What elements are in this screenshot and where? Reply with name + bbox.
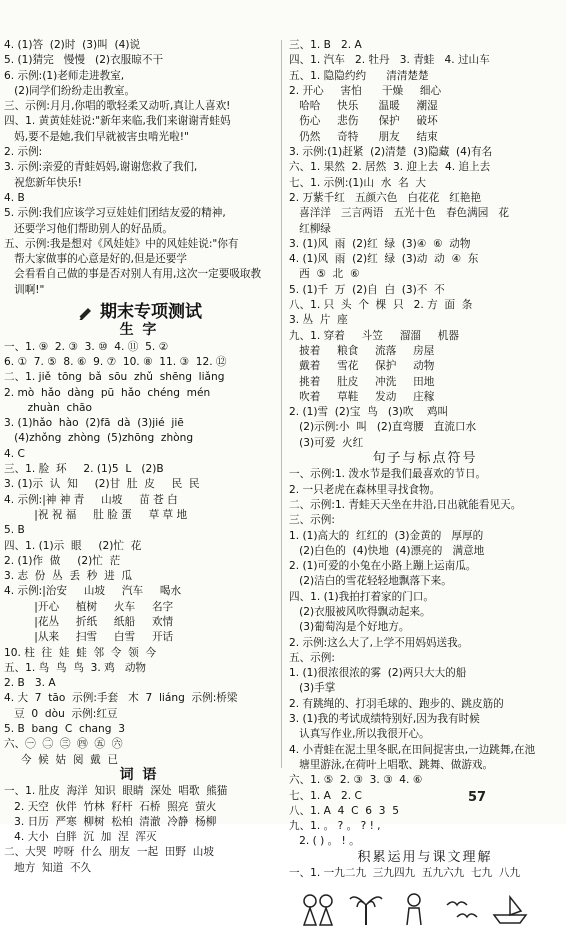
answer-line: 4. (1)答 (2)时 (3)叫 (4)说 [4, 39, 141, 51]
answer-line: 4. B [4, 191, 25, 204]
swallows-icon [443, 891, 481, 927]
answer-line: 六、㊀ ㊁ ㊂ ㊃ ㊄ ㊅ [4, 738, 123, 751]
right-answer-block-2 [289, 467, 561, 849]
tree-icon [347, 891, 385, 927]
answer-line: 2. mò hǎo dàng pū hǎo chéng mén [4, 386, 211, 399]
answer-line: 豆 0 dòu 示例:红豆 [4, 707, 118, 720]
answer-line: 六、1. 果然 2. 居然 3. 迎上去 4. 追上去 [289, 161, 491, 174]
answer-line: 二、1. jiě tōng bǎ sōu zhǔ shēng liǎng [4, 371, 225, 384]
answer-line: 四、1. 汽车 2. 牡丹 3. 青蛙 4. 过山车 [289, 54, 490, 67]
answer-line: 2. B 3. A [4, 677, 56, 690]
answer-line: 西 ⑤ 北 ⑥ [289, 268, 360, 281]
answer-line: 喜洋洋 三言两语 五光十色 春色满园 花 [289, 207, 510, 220]
answer-line: 四、1. (1)我拍打着家的门口。 [289, 590, 435, 603]
answer-line: 2. 示例: [4, 146, 43, 159]
picture-row [289, 887, 561, 927]
answer-line: 2. (1)作 做 (2)忙 茫 [4, 554, 121, 567]
answer-line: (3)葡萄沟是个好地方。 [289, 621, 410, 634]
answer-line: (2)洁白的雪花轻轻地飘落下来。 [289, 575, 452, 588]
left-answer-block-1 [4, 38, 274, 298]
answer-line: 九、1. 。 ? 。 ? ! , [289, 820, 381, 833]
answer-line: |开心 植树 火车 名字 [4, 600, 174, 613]
answer-line: 3. (1)我的考试成绩特别好,因为我有时候 [289, 713, 480, 726]
answer-line: 6. 示例:(1)老师走进教室, [4, 69, 125, 82]
banner-title: 期末专项测试 [100, 302, 202, 323]
answer-line: 八、1. 只 头 个 棵 只 2. 方 面 条 [289, 299, 473, 312]
answer-line: 四、1. 黄黄娃娃说:"新年来临,我们来谢谢青蛙妈 [4, 115, 231, 128]
answer-line: (4)zhǒng zhòng (5)zhōng zhòng [4, 432, 194, 445]
answer-line: 2. 开心 害怕 干燥 细心 [289, 84, 442, 97]
answer-line: 红柳绿 [289, 222, 331, 235]
answer-line: 仍然 奇特 朋友 结束 [289, 130, 438, 143]
answer-line: 4. 大 7 tāo 示例:手套 木 7 liáng 示例:桥梁 [4, 692, 238, 705]
answer-line: 训啊!" [4, 283, 45, 296]
answer-line: 伤心 悲伤 保护 破坏 [289, 115, 438, 128]
answer-line: 5. (1)千 万 (2)自 白 (3)不 不 [289, 283, 445, 296]
answer-line: 一、1. ⑨ 2. ③ 3. ⑩ 4. ⑪ 5. ② [4, 340, 169, 353]
answer-line: 三、示例: [289, 514, 335, 527]
answer-line: 5. B [4, 524, 25, 537]
answer-line: 2. 万紫千红 五颜六色 白花花 红艳艳 [289, 191, 482, 204]
left-answer-block-3 [4, 784, 274, 876]
answer-line: (2)同学们纷纷走出教室。 [4, 84, 136, 97]
answer-line: 吹着 草鞋 发动 庄稼 [289, 390, 435, 403]
answer-line: 五、示例: [289, 651, 335, 664]
answer-line: (2)衣服被风吹得飘动起来。 [289, 605, 431, 618]
answer-line: 会看看自己做的事是否对别人有用,这次一定要吸取教 [4, 268, 262, 281]
answer-line: 5. (1)猜完 慢慢 (2)衣服晾不干 [4, 54, 164, 67]
answer-line: 二、大哭 哼呀 什么 朋友 一起 田野 山坡 [4, 846, 214, 859]
answer-line: 三、示例:月月,你唱的歌轻柔又动听,真让人喜欢! [4, 100, 231, 113]
answer-line: 一、1. 一九二九 三九四九 五九六九 七九 八九 [289, 867, 521, 880]
answer-line: 塘里游泳,在荷叶上唱歌、跳舞、做游戏。 [289, 758, 494, 771]
answer-line: 2. ( ) 。 ! 。 [289, 835, 360, 848]
subhead-words: 词 语 [119, 766, 159, 783]
answer-line: 五、示例:我是想对《风娃娃》中的风娃娃说:"你有 [4, 237, 239, 250]
answer-line: 3. 示例:(1)赶紧 (2)清楚 (3)隐藏 (4)有名 [289, 146, 493, 159]
answer-line: 祝您新年快乐! [4, 176, 82, 189]
answer-line: zhuàn chāo [4, 401, 93, 414]
answer-line: 二、示例:1. 青蛙天天坐在井沿,日出就能看见天。 [289, 498, 522, 511]
answer-line: 五、1. 隐隐约约 清清楚楚 [289, 69, 429, 82]
answer-line: 五、1. 鸟 鸟 鸟 3. 鸡 动物 [4, 661, 147, 674]
answer-line: 还要学习他们帮助别人的好品质。 [4, 222, 174, 235]
answer-line: |祝 祝 福 肚 脸 蛋 草 草 地 [4, 508, 188, 521]
answer-line: 三、1. B 2. A [289, 39, 362, 51]
subhead-accumulation: 积累运用与课文理解 [357, 849, 493, 865]
answer-line: 披着 粮食 流落 房屋 [289, 344, 435, 357]
answer-line: 2. (1)雪 (2)宝 鸟 (3)吹 鸡叫 [289, 406, 449, 419]
answer-line: 一、1. 肚皮 海洋 知识 眼睛 深处 唱歌 熊猫 [4, 785, 228, 798]
answer-line: 八、1. A 4 C 6 3 5 [289, 804, 399, 817]
answer-line: (2)白色的 (4)快地 (4)漂亮的 满意地 [289, 544, 485, 557]
answer-line: 三、1. 脸 环 2. (1)5 L (2)B [4, 463, 164, 476]
answer-line: 10. 柱 往 娃 蛙 邻 令 领 今 [4, 646, 157, 659]
answer-line: 4. (1)风 雨 (2)红 绿 (3)动 动 ④ 东 [289, 253, 479, 266]
subhead-sentences: 句子与标点符号 [372, 451, 478, 467]
answer-line: 5. 示例:我们应该学习豆娃娃们团结友爱的精神, [4, 207, 226, 220]
answer-line: (3)手掌 [289, 682, 336, 695]
answer-line: 地方 知道 不久 [4, 861, 92, 874]
answer-line: |从来 扫雪 白雪 开话 [4, 631, 174, 644]
pen-icon [76, 306, 94, 320]
answer-line: 认真写作业,所以我很开心。 [289, 728, 430, 741]
answer-line: 今 候 姑 阅 戴 已 [4, 753, 119, 766]
answer-line: 4. 小青蛙在泥土里冬眠,在田间捉害虫,一边跳舞,在池 [289, 743, 536, 756]
answer-line: 一、示例:1. 泼水节是我们最喜欢的节日。 [289, 468, 487, 481]
answer-line: 4. 示例:|治安 山坡 汽车 喝水 [4, 585, 182, 598]
answer-line: 2. (1)可爱的小兔在小路上蹦上运南瓜。 [289, 560, 477, 573]
right-answer-block-3 [289, 866, 561, 881]
page-footer [468, 790, 486, 805]
answer-line: 1. (1)很浓很浓的雾 (2)两只大大的船 [289, 667, 467, 680]
answer-line: 七、1. 示例:(1)山 水 名 大 [289, 176, 427, 189]
boat-icon [491, 891, 529, 927]
page-number: 57 [468, 790, 487, 805]
answer-line: 4. 大小 白胖 沉 加 涅 浑灭 [4, 831, 157, 844]
answer-line: 哈哈 快乐 温暖 潮湿 [289, 100, 438, 113]
answer-line: 妈,要不是她,我们早就被害虫啃光啦!" [4, 130, 189, 143]
answer-line: 6. ① 7. ⑤ 8. ⑥ 9. ⑦ 10. ⑧ 11. ③ 12. ⑫ [4, 355, 227, 368]
answer-line: 5. B bang C chang 3 [4, 723, 125, 736]
answer-line: 4. 示例:|神 神 青 山坡 苗 苍 白 [4, 493, 178, 506]
right-answer-block-1 [289, 38, 561, 451]
left-column [4, 38, 274, 876]
answer-line: 2. 有跳绳的、打羽毛球的、跑步的、跳皮筋的 [289, 697, 504, 710]
answer-line: 3. 示例:亲爱的青蛙妈妈,谢谢您救了我们, [4, 161, 198, 174]
answer-line: 3. (1)hǎo hào (2)fā dà (3)jié jiē [4, 417, 184, 430]
answer-line: 1. (1)高大的 红红的 (3)金黄的 厚厚的 [289, 529, 484, 542]
answer-line: 3. (1)示 认 知 (2)甘 肚 皮 民 民 [4, 478, 200, 491]
answer-line: 3. (1)风 雨 (2)红 绿 (3)④ ⑥ 动物 [289, 237, 471, 250]
subhead-characters: 生 字 [119, 322, 159, 339]
right-column [289, 38, 561, 927]
answer-line: 4. C [4, 447, 25, 460]
answer-line: (3)可爱 火红 [289, 436, 364, 449]
left-answer-block-2 [4, 340, 274, 768]
answer-line: 2. 一只老虎在森林里寻找食物。 [289, 483, 441, 496]
answer-line: 2. 示例:这么大了,上学不用妈妈送我。 [289, 636, 469, 649]
answer-line: 七、1. A 2. C [289, 789, 362, 802]
answer-line: 3. 日历 严寒 柳树 松柏 清澈 冷静 杨柳 [4, 815, 217, 828]
answer-line: (2)示例:小 叫 (2)直弯腰 直流口水 [289, 421, 477, 434]
answer-line: 3. 丛 片 座 [289, 314, 348, 327]
answer-line: 四、1. (1)示 眼 (2)忙 花 [4, 539, 142, 552]
section-banner [4, 302, 274, 323]
answer-line: 3. 志 份 丛 丢 秒 进 瓜 [4, 570, 133, 583]
answer-line: |花丛 折纸 纸船 欢情 [4, 615, 174, 628]
answer-line: 六、1. ⑤ 2. ③ 3. ③ 4. ⑥ [289, 774, 423, 787]
answer-line: 2. 天空 伙伴 竹林 籽杆 石桥 照亮 萤火 [4, 800, 217, 813]
answer-line: 戴着 雪花 保护 动物 [289, 360, 435, 373]
answer-line: 九、1. 穿着 斗笠 溜溜 机器 [289, 329, 459, 342]
column-divider [281, 40, 282, 768]
boy-and-girl-icon [299, 891, 337, 927]
boy-icon [395, 891, 433, 927]
answer-line: 挑着 肚皮 冲洗 田地 [289, 375, 435, 388]
answer-line: 帮大家做事的心意是好的,但是还要学 [4, 253, 187, 266]
